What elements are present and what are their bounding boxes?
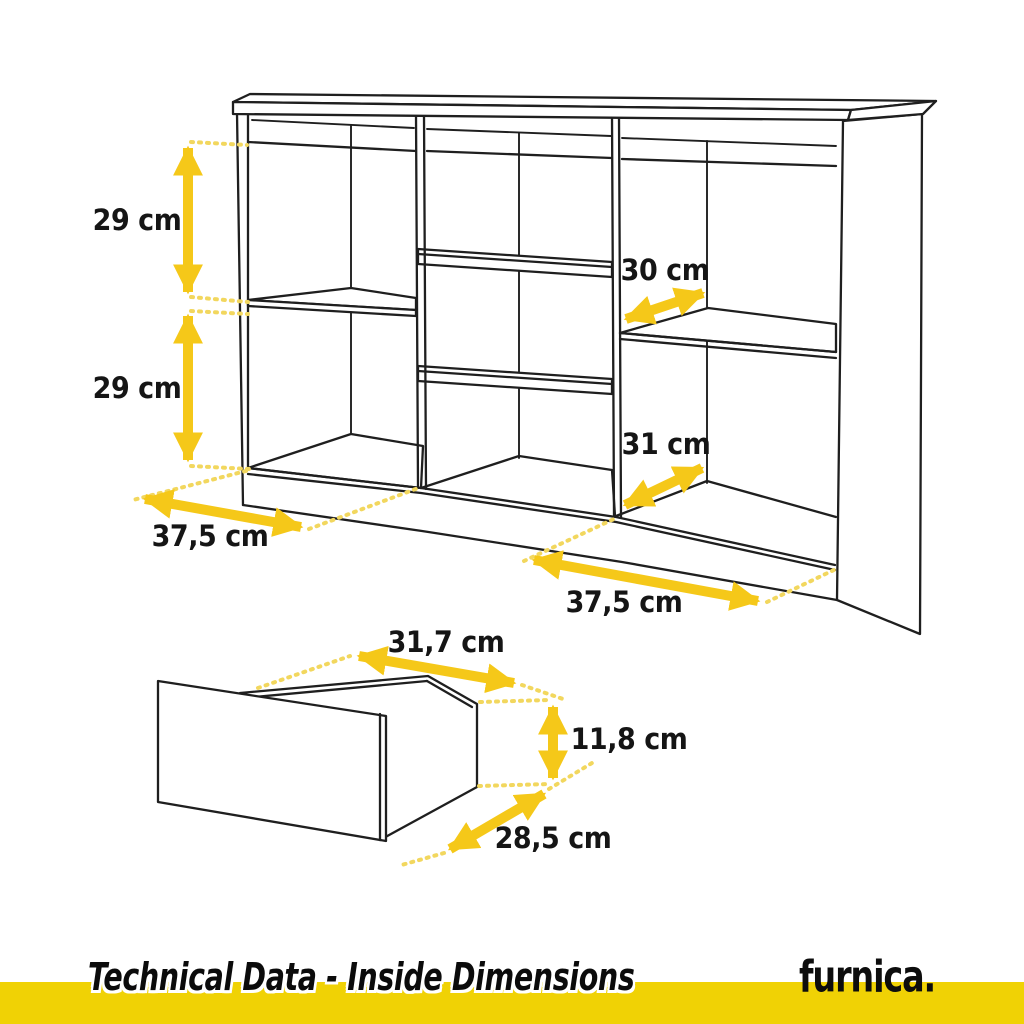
label-11-8cm: 11,8 cm <box>570 722 688 756</box>
label-29cm-top: 29 cm <box>92 203 182 237</box>
drawer-drawing <box>158 676 477 841</box>
footer-title: Technical Data - Inside Dimensions <box>88 955 635 1000</box>
label-30cm: 30 cm <box>620 253 710 287</box>
label-31-7cm: 31,7 cm <box>387 625 505 659</box>
label-37-5cm-left: 37,5 cm <box>151 519 269 553</box>
cabinet-drawing <box>233 94 936 634</box>
cabinet-middle-drawer-rails <box>418 249 612 394</box>
cabinet-base <box>243 468 837 600</box>
label-28-5cm: 28,5 cm <box>494 821 612 855</box>
cabinet-left-floor <box>248 434 423 488</box>
drawer-front-panel <box>158 681 386 841</box>
cabinet-top-drawer-strips <box>248 142 836 166</box>
cabinet-left-shelf <box>248 288 416 316</box>
label-37-5cm-right: 37,5 cm <box>565 585 683 619</box>
label-29cm-bottom: 29 cm <box>92 371 182 405</box>
label-31cm: 31 cm <box>621 427 711 461</box>
cabinet-right-side-panel <box>837 114 922 634</box>
cabinet-right-shelf <box>620 308 836 358</box>
furnica-logo: furnica. <box>799 951 936 1003</box>
arrow-31-7cm <box>359 656 514 683</box>
cabinet-top-panel <box>233 94 936 120</box>
